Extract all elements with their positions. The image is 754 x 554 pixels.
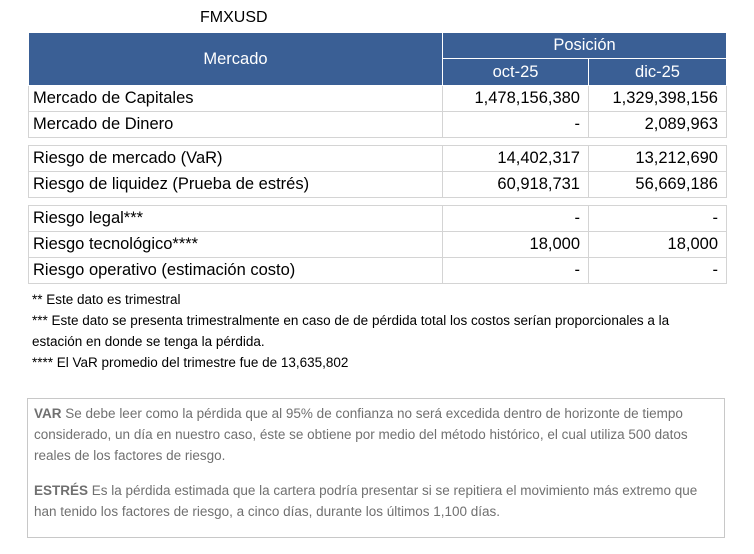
row-label: Riesgo operativo (estimación costo) [29, 258, 443, 284]
table-row [29, 172, 727, 198]
table-row [29, 146, 727, 172]
definition-text: Se debe leer como la pérdida que al 95% de confianza no será excedida dentro de horizonte de tiempo considerado, un día en nuestro caso, éste se obtiene por medio del método histórico, el cual utiliza 500 datos reales de los factores de riesgo. [34, 406, 688, 463]
table-row [29, 258, 727, 284]
header-period-2: dic-25 [589, 59, 727, 86]
definition-term: ESTRÉS [34, 483, 89, 498]
fund-title: FMXUSD [200, 9, 268, 26]
row-spacer [29, 198, 727, 206]
row-value-dic: 56,669,186 [589, 172, 727, 198]
row-label: Riesgo de mercado (VaR) [29, 146, 443, 172]
table-row [29, 112, 727, 138]
table-row [29, 206, 727, 232]
header-period-1: oct-25 [443, 59, 589, 86]
table-row [29, 232, 727, 258]
row-value-oct: - [443, 258, 589, 284]
footnote-var-promedio: **** El VaR promedio del trimestre fue de 13,635,802 [32, 355, 349, 370]
row-value-oct: 14,402,317 [443, 146, 589, 172]
row-value-dic: 1,329,398,156 [589, 86, 727, 112]
row-label: Mercado de Capitales [29, 86, 443, 112]
footnotes [32, 289, 722, 373]
row-value-dic: 2,089,963 [589, 112, 727, 138]
footnote-riesgo-legal: *** Este dato se presenta trimestralmente en caso de de pérdida total los costos serían proporcionales a la estación en donde se tenga la pérdida. [32, 313, 670, 349]
definition-var [34, 403, 718, 466]
row-value-oct: - [443, 206, 589, 232]
row-spacer [29, 138, 727, 146]
table-row [29, 86, 727, 112]
definition-estres [34, 480, 718, 522]
row-label: Mercado de Dinero [29, 112, 443, 138]
row-value-dic: 18,000 [589, 232, 727, 258]
row-value-oct: 18,000 [443, 232, 589, 258]
row-value-dic: 13,212,690 [589, 146, 727, 172]
row-value-dic: - [589, 206, 727, 232]
definition-term: VAR [34, 406, 62, 421]
row-label: Riesgo de liquidez (Prueba de estrés) [29, 172, 443, 198]
row-value-oct: - [443, 112, 589, 138]
row-value-oct: 60,918,731 [443, 172, 589, 198]
definitions-box [27, 398, 725, 538]
row-label: Riesgo legal*** [29, 206, 443, 232]
header-posicion: Posición [443, 33, 727, 59]
row-label: Riesgo tecnológico**** [29, 232, 443, 258]
row-value-oct: 1,478,156,380 [443, 86, 589, 112]
row-value-dic: - [589, 258, 727, 284]
risk-table [28, 32, 727, 284]
footnote-trimestral: ** Este dato es trimestral [32, 292, 181, 307]
header-mercado: Mercado [29, 33, 443, 86]
definition-text: Es la pérdida estimada que la cartera podría presentar si se repitiera el movimiento más extremo que han tenido los factores de riesgo, a cinco días, durante los últimos 1,100 días. [34, 483, 698, 519]
